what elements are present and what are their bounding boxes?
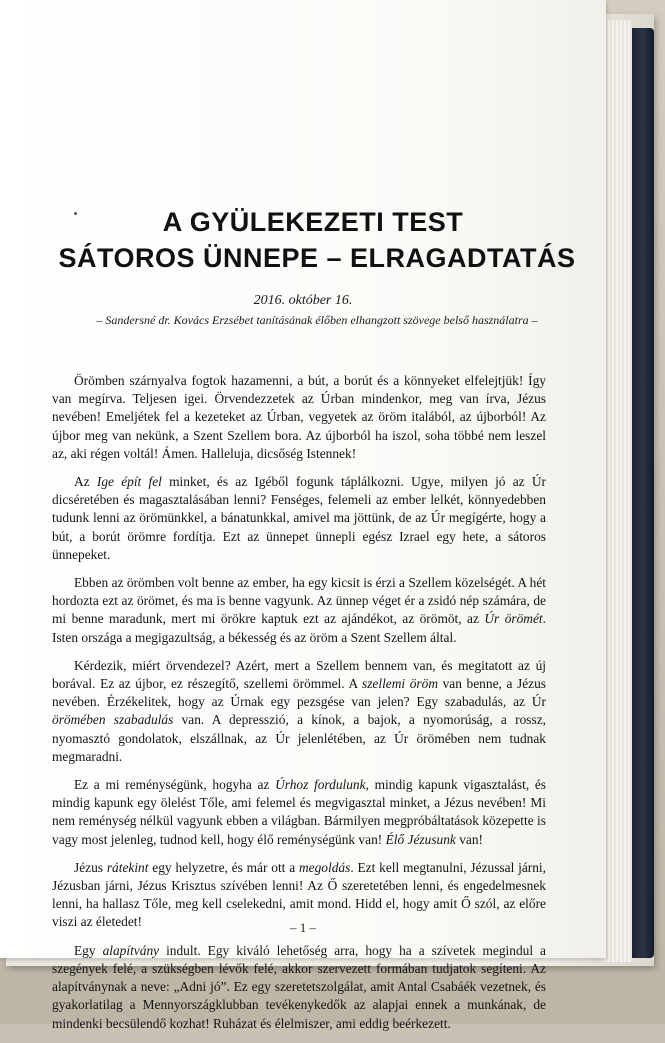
emphasis-text: Élő Jézusunk bbox=[385, 831, 456, 847]
body-paragraph bbox=[52, 776, 546, 849]
document-subtitle: – Sandersné dr. Kovács Erzsébet tanításának élőben elhangzott szövege belső használatra – bbox=[96, 313, 538, 327]
page-edges bbox=[604, 20, 632, 962]
book-cover-edge bbox=[632, 28, 654, 958]
body-paragraph bbox=[52, 473, 546, 564]
paragraph-text: van. A depresszió, a kínok, a bajok, a nyomorúság, a rossz, nyomasztó gondolatok, elszállnak, az Úr jelenlétében, az Úr örömében nem tudnak megmaradni. bbox=[52, 712, 546, 764]
body-paragraph bbox=[52, 372, 546, 463]
paragraph-text: Kérdezik, miért örvendezel? Azért, mert a Szellem bennem van, és megitatott az új borával. Ez az újbor, ez részegítő, szellemi örömmel. A bbox=[52, 657, 546, 692]
body-paragraph bbox=[52, 574, 546, 647]
paragraph-text: Jézus bbox=[74, 859, 107, 875]
paragraph-text: Ebben az örömben volt benne az ember, ha egy kicsit is érzi a Szellem közelségét. A hét hordozta ezt az örömet, és ma is benne vagyunk. Az ünnep véget ér a zsidó nép számára, de mi benne maradunk, mert mi örökre kaptuk ezt az ajándékot, az örömöt, az bbox=[52, 575, 546, 627]
page-title-line-1: A GYÜLEKEZETI TEST bbox=[162, 207, 464, 237]
body-text bbox=[52, 372, 546, 1043]
emphasis-text: örömében szabadulás bbox=[52, 712, 174, 728]
emphasis-text: Ige épít fel bbox=[96, 474, 162, 490]
paragraph-text: . Isten országa a megigazultság, a békesség és az öröm a Szent Szellem által. bbox=[52, 611, 546, 645]
emphasis-text: alapítvány bbox=[102, 942, 160, 958]
paragraph-text: Egy bbox=[74, 942, 103, 958]
emphasis-text: megoldás bbox=[298, 859, 351, 875]
paragraph-text: Örömben szárnyalva fogtok hazamenni, a bút, a borút és a könnyeket elfelejtjük! Így van megírva. Teljesen igei. Örvendezzetek az Úrban mindenkor, meg van írva, Jézus nevében! Emeljétek fel a kezeteket az Úrban, vegyetek az öröm italából, az újborból! Az újbor meg van nekünk, a Szent Szellem bora. Az újborból ha iszol, soha többé nem leszel az, aki régen voltál! Ámen. Halleluja, dicsőség Istennek! bbox=[52, 373, 546, 461]
paragraph-text: van! bbox=[455, 831, 484, 847]
emphasis-text: rátekint bbox=[106, 859, 149, 875]
body-paragraph bbox=[52, 942, 546, 1033]
paragraph-text: van benne, a Jézus nevében. Érzékelitek, hogy az Úrnak egy pezsgése van jelen? Egy szabadulás, az Úr bbox=[52, 676, 546, 710]
paragraph-text: Ez a mi reménységünk, hogyha az bbox=[74, 777, 276, 793]
paragraph-text: . Ezt kell megtanulni, Jézussal járni, Jézusban járni, Jézus Krisztus szívében lenni! Az Ő szeretetében lenni, és engedelmesnek lenni, ha hallasz Tőle, meg kell cselekedni, amit mond. Hidd el, hogy amit Ő szól, az előre viszi az életedet! bbox=[52, 859, 547, 930]
page-title-line-2: SÁTOROS ÜNNEPE – ELRAGADTATÁS bbox=[58, 243, 576, 273]
paragraph-text: , mindig kapunk vigasztalást, és mindig kapunk egy ölelést Tőle, ami felemel és megvigasztal minket, a Jézus nevében! Mi nem reménység nélkül vagyunk ebben a világban. Bármilyen megpróbáltatások közepette is vagy most jelenleg, tudnod kell, hogy élő reménységünk van! bbox=[52, 777, 547, 847]
body-paragraph bbox=[52, 657, 546, 766]
paragraph-text: Az bbox=[74, 474, 97, 490]
emphasis-text: Úr örömét bbox=[484, 611, 543, 627]
paragraph-text: minket, és az Igéből fogunk táplálkozni. Ugye, milyen jó az Úr dicséretében és magasztalásában lenni? Fenséges, felemeli az ember lelkét, könnyedebben tudunk lenni az örömünkkel, a bánatunkkal, amivel ma jöttünk, de az Úr megígérte, hogy a bút, a borút örömre fordítja. Ezt az ünnepet ünnepli egész Izrael egy hete, a sátoros ünnepeket. bbox=[52, 474, 546, 562]
page-number: – 1 – bbox=[290, 920, 316, 935]
document-date: 2016. október 16. bbox=[253, 293, 353, 308]
paragraph-text: egy helyzetre, és már ott a bbox=[148, 859, 299, 875]
paragraph-text: indult. Egy kiváló lehetőség arra, hogy ha a szívetek megindul a szegények felé, a szükségben lévők felé, akkor szervezett formában tudjatok segíteni. Az alapítványnak a neve: „Adni jó”. Ez egy szeretetszolgálat, amit Antal Csabáék vezetnek, és gyakorlatilag a Mennyországklubban tevékenykedők az alapjai ennek a munkának, de mindenki becsülendő kozhat! Ruházat és élelmiszer, ami eddig beérkezett. bbox=[52, 942, 546, 1031]
emphasis-text: szellemi öröm bbox=[362, 676, 439, 692]
emphasis-text: Úrhoz fordulunk bbox=[275, 777, 366, 793]
